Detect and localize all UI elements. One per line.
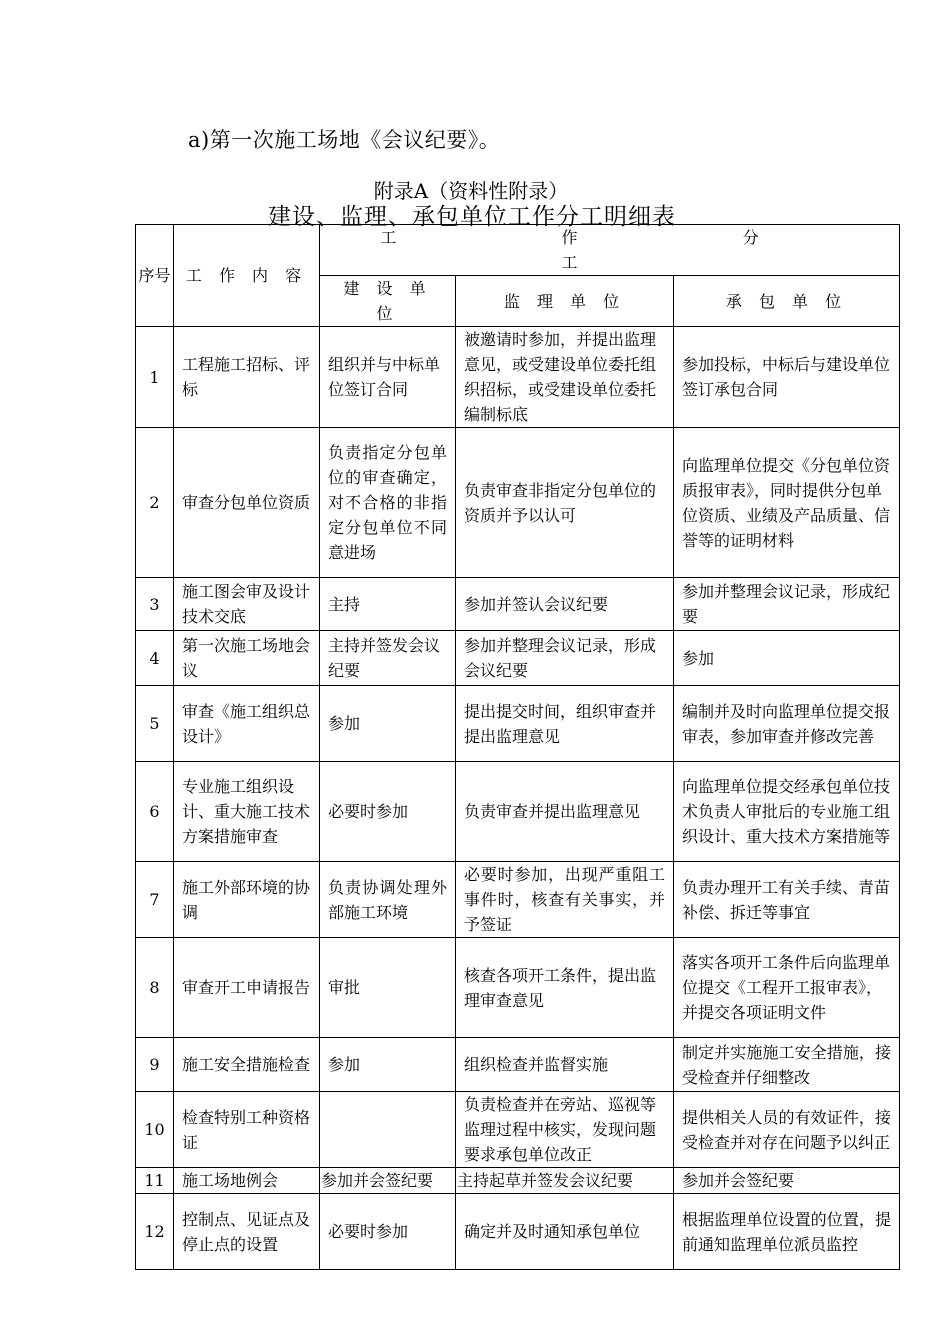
row-contractor: 落实各项开工条件后向监理单位提交《工程开工报审表》，并提交各项证明文件 <box>674 938 900 1038</box>
row-contractor: 提供相关人员的有效证件，接受检查并对存在问题予以纠正 <box>674 1092 900 1168</box>
row-owner: 组织并与中标单位签订合同 <box>320 327 456 428</box>
row-number: 4 <box>136 631 174 686</box>
row-owner: 主持 <box>320 578 456 631</box>
row-contractor: 向监理单位提交经承包单位技术负责人审批后的专业施工组织设计、重大技术方案措施等 <box>674 762 900 862</box>
row-number: 8 <box>136 938 174 1038</box>
row-contractor: 根据监理单位设置的位置，提前通知监理单位派员监控 <box>674 1194 900 1270</box>
row-number: 6 <box>136 762 174 862</box>
row-number: 12 <box>136 1194 174 1270</box>
table-row <box>136 862 900 938</box>
row-owner: 负责协调处理外部施工环境 <box>320 862 456 938</box>
row-contractor: 向监理单位提交《分包单位资质报审表》，同时提供分包单位资质、业绩及产品质量、信誉等的证明材料 <box>674 428 900 578</box>
row-contractor: 参加并会签纪要 <box>674 1168 900 1194</box>
row-content: 施工图会审及设计技术交底 <box>174 578 320 631</box>
row-number: 1 <box>136 327 174 428</box>
header-owner: 建 设 单 位 <box>320 276 456 327</box>
row-supervisor: 主持起草并签发会议纪要 <box>456 1168 674 1194</box>
row-supervisor: 被邀请时参加，并提出监理意见，或受建设单位委托组织招标，或受建设单位委托编制标底 <box>456 327 674 428</box>
header-division: 工 作 分 工 <box>320 225 900 276</box>
row-supervisor: 参加并整理会议记录，形成会议纪要 <box>456 631 674 686</box>
row-supervisor: 提出提交时间，组织审查并提出监理意见 <box>456 686 674 762</box>
row-contractor: 参加投标，中标后与建设单位签订承包合同 <box>674 327 900 428</box>
row-content: 工程施工招标、评标 <box>174 327 320 428</box>
row-content: 施工外部环境的协调 <box>174 862 320 938</box>
row-contractor: 参加并整理会议记录，形成纪要 <box>674 578 900 631</box>
row-contractor: 编制并及时向监理单位提交报审表，参加审查并修改完善 <box>674 686 900 762</box>
table-title-text: 建设、监理、承包单位工作分工明细表 <box>268 204 676 230</box>
row-owner: 主持并签发会议纪要 <box>320 631 456 686</box>
appendix-label-text: 附录A（资料性附录） <box>373 179 569 203</box>
row-owner: 负责指定分包单位的审查确定，对不合格的非指定分包单位不同意进场 <box>320 428 456 578</box>
row-content: 专业施工组织设计、重大施工技术方案措施审查 <box>174 762 320 862</box>
row-supervisor: 组织检查并监督实施 <box>456 1038 674 1092</box>
table-row <box>136 631 900 686</box>
row-number: 7 <box>136 862 174 938</box>
table-row <box>136 428 900 578</box>
table-row <box>136 1038 900 1092</box>
row-content: 审查开工申请报告 <box>174 938 320 1038</box>
row-owner <box>320 1092 456 1168</box>
row-owner: 审批 <box>320 938 456 1038</box>
row-owner: 必要时参加 <box>320 1194 456 1270</box>
table-row <box>136 762 900 862</box>
row-supervisor: 核查各项开工条件，提出监理审查意见 <box>456 938 674 1038</box>
table-row <box>136 578 900 631</box>
table-row <box>136 327 900 428</box>
row-content: 施工安全措施检查 <box>174 1038 320 1092</box>
row-content: 控制点、见证点及停止点的设置 <box>174 1194 320 1270</box>
row-content: 第一次施工场地会议 <box>174 631 320 686</box>
row-number: 11 <box>136 1168 174 1194</box>
row-number: 9 <box>136 1038 174 1092</box>
work-division-table <box>135 224 900 1270</box>
row-supervisor: 参加并签认会议纪要 <box>456 578 674 631</box>
row-supervisor: 负责审查非指定分包单位的资质并予以认可 <box>456 428 674 578</box>
row-supervisor: 负责审查并提出监理意见 <box>456 762 674 862</box>
row-content: 审查分包单位资质 <box>174 428 320 578</box>
row-supervisor: 确定并及时通知承包单位 <box>456 1194 674 1270</box>
row-number: 2 <box>136 428 174 578</box>
header-seq: 序号 <box>136 225 174 327</box>
header-supervisor: 监 理 单 位 <box>456 276 674 327</box>
row-contractor: 参加 <box>674 631 900 686</box>
row-contractor: 制定并实施施工安全措施，接受检查并仔细整改 <box>674 1038 900 1092</box>
header-contractor: 承 包 单 位 <box>674 276 900 327</box>
table-row <box>136 1168 900 1194</box>
row-owner: 参加并会签纪要 <box>320 1168 456 1194</box>
row-content: 施工场地例会 <box>174 1168 320 1194</box>
row-number: 3 <box>136 578 174 631</box>
row-owner: 必要时参加 <box>320 762 456 862</box>
row-contractor: 负责办理开工有关手续、青苗补偿、拆迁等事宜 <box>674 862 900 938</box>
row-supervisor: 负责检查并在旁站、巡视等监理过程中核实，发现问题要求承包单位改正 <box>456 1092 674 1168</box>
row-number: 10 <box>136 1092 174 1168</box>
row-content: 审查《施工组织总设计》 <box>174 686 320 762</box>
row-content: 检查特别工种资格证 <box>174 1092 320 1168</box>
row-number: 5 <box>136 686 174 762</box>
table-row <box>136 1194 900 1270</box>
row-owner: 参加 <box>320 1038 456 1092</box>
header-content: 工 作 内 容 <box>174 225 320 327</box>
table-row <box>136 686 900 762</box>
intro-line: a)第一次施工场地《会议纪要》。 <box>188 128 501 152</box>
table-row <box>136 938 900 1038</box>
row-supervisor: 必要时参加，出现严重阻工事件时，核查有关事实，并予签证 <box>456 862 674 938</box>
row-owner: 参加 <box>320 686 456 762</box>
table-row <box>136 1092 900 1168</box>
